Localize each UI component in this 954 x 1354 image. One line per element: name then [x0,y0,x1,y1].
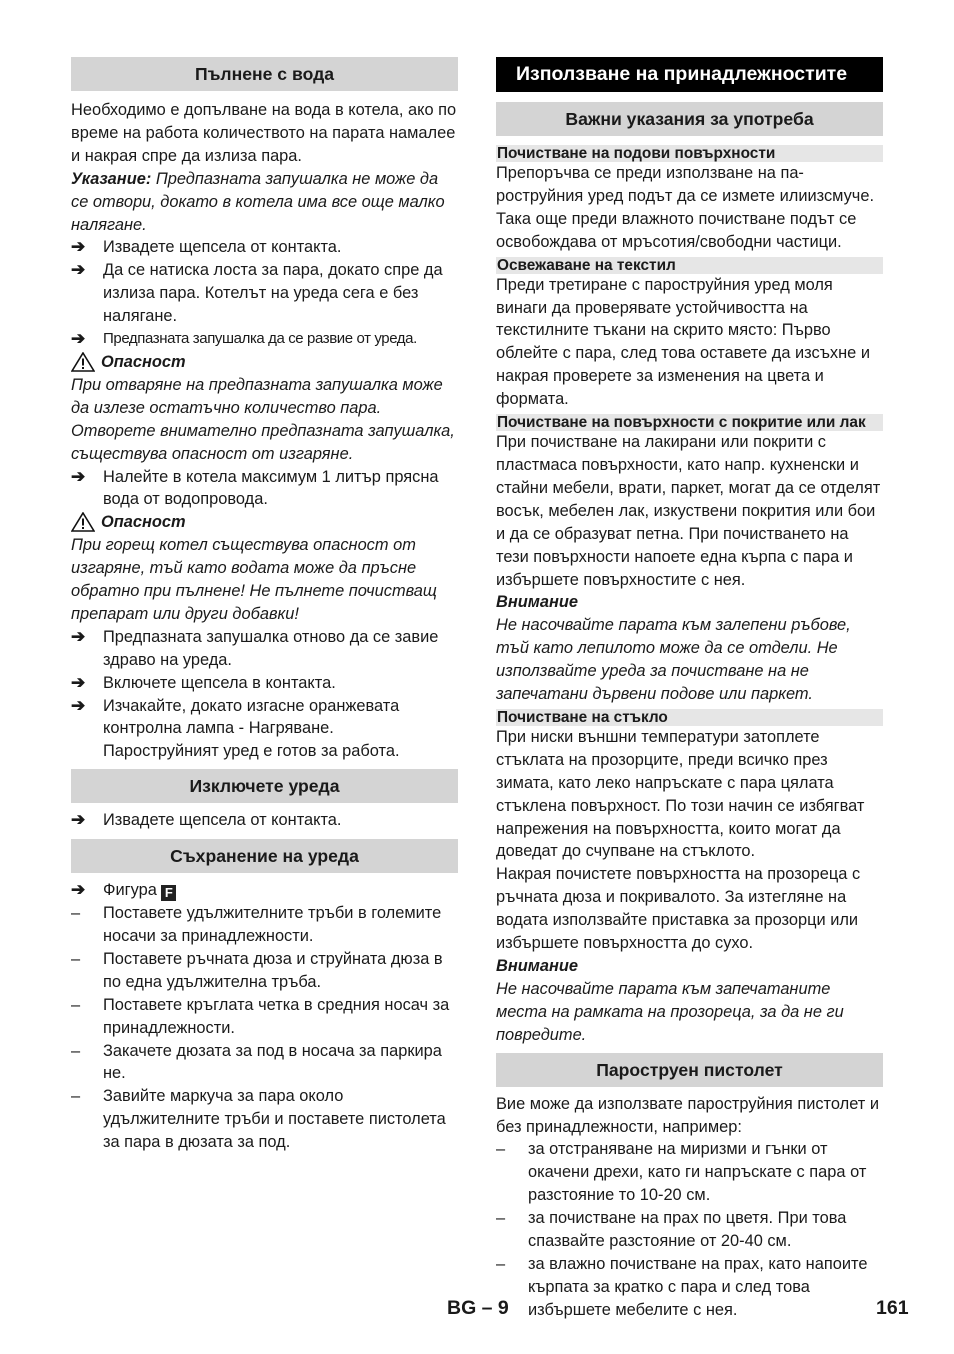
list-item [71,994,458,1040]
danger-heading [71,511,458,534]
dash-bullet: – [496,1254,506,1273]
main-chapter-title: Използване на принадлежностите [496,57,883,92]
section-title-filling: Пълнене с вода [71,57,458,91]
dash-bullet: – [71,995,81,1014]
list-item [496,1207,883,1253]
subheading-coated: Почистване на повърхности с покритие или лак [496,414,883,431]
list-item [71,902,458,948]
dash-bullet: – [71,1041,81,1060]
attention-text: Не насочвайте парата към залепени ръбове, тъй като лепилото може да се отдели. Не използвайте уреда за почистване на не запечатани дървени подове или паркет. [496,616,851,704]
paragraph: При ниски външни температури затоплете стъклата на прозорците, преди всичко през зимата, като леко напръскате с пара цялата стъклена повърхност. По този начин се избягват напрежения на повърхността, които могат да доведат до счупване на стъклото. [496,727,865,861]
danger-heading [71,351,458,374]
subheading-glass: Почистване на стъкло [496,709,883,726]
warning-triangle-icon [71,512,95,532]
list-item-text: за влажно почистване на прах, като напоите кърпата за кратко с пара и след това избършете мебелите с нея. [528,1254,868,1319]
arrow-right-icon: ➔ [71,626,86,646]
section-title-switch-off: Изключете уреда [71,769,458,803]
step [71,626,458,672]
note-label: Указание: [71,169,152,188]
step-text: Да се натиска лоста за пара, докато спре да излиза пара. Котелът на уреда сега е без налягане. [103,261,443,326]
paragraph: Вие може да използвате пароструйния пистолет и без принадлежности, например: [496,1094,879,1136]
attention-label: Внимание [496,957,579,975]
list-item-text: Поставете кръглата четка в средния носач за принадлежности. [103,995,450,1037]
paragraph: Преди третиране с пароструйния уред моля винаги да проверявате устойчивостта на текстилните тъкани на скрито място: Първо облейте с пара, след това оставете да изсъхне и накрая проверете за изменения на цвета и формата. [496,275,871,409]
subheading-textile: Освежаване на текстил [496,257,883,274]
arrow-right-icon: ➔ [71,329,85,349]
list-item [496,1138,883,1207]
right-column [496,57,883,1322]
list-item-text: за отстраняване на миризми и гънки от окачени дрехи, като ги напръскате с пара от разстояние то 10-20 см. [528,1140,867,1205]
danger-label: Опасност [101,352,186,371]
step [71,879,458,902]
dash-bullet: – [71,1087,81,1106]
arrow-right-icon: ➔ [71,810,86,830]
attention-label: Внимание [496,593,579,612]
step-text: Предпазната запушалка да се развие от уреда. [103,330,417,348]
step [71,809,458,832]
arrow-right-icon: ➔ [71,695,86,715]
step [71,259,458,328]
note [71,168,458,237]
page-number: 161 [876,1297,909,1319]
paragraph: При почистване на лакирани или покрити с пластмаса повърхности, като напр. кухненски и стайни мебели, врати, паркет, могат да се отделят восък, мебелен лак, изкуствени покрития или бои и да се образуват петна. При почистването на тези повърхности напоете една кърпа с пара и избършете повърхностите с нея. [496,433,881,589]
step [71,466,458,512]
list-item [496,1253,883,1322]
step [71,672,458,695]
step [71,328,458,351]
list-item [71,948,458,994]
figure-ref: Фигура [103,881,157,900]
figure-letter-badge: F [161,885,176,901]
section-title-steam-gun: Пароструен пистолет [496,1053,883,1087]
arrow-right-icon: ➔ [71,260,86,280]
arrow-right-icon: ➔ [71,880,86,900]
section-title-important-notes: Важни указания за употреба [496,102,883,136]
dash-bullet: – [71,904,81,923]
dash-bullet: – [71,949,81,968]
step-result: Пароструйният уред е готов за работа. [103,742,400,761]
step [71,695,458,741]
danger-text: При горещ котел съществува опасност от изгаряне, тъй като водата може да пръсне обратно при пълнене! Не пълнете почистващ препарат или други добавки! [71,536,437,623]
step [71,236,458,259]
paragraph: Необходимо е допълване на вода в котела, ако по време на работа количеството на парата намалее и накрая спре да излиза пара. [71,101,457,165]
steam-gun-list [496,1138,883,1321]
storage-list [71,902,458,1154]
step-text: Налейте в котела максимум 1 литър прясна вода от водопровода. [103,467,439,509]
step-text: Изчакайте, докато изгасне оранжевата контролна лампа - Нагряване. [103,696,400,738]
list-item [71,1085,458,1154]
step-text: Извадете щепсела от контакта. [103,238,342,257]
list-item-text: Закачете дюзата за под в носача за паркира не. [103,1041,442,1083]
attention-text: Не насочвайте парата към запечатаните места на рамката на прозореца, за да не ги повредите. [496,979,844,1044]
arrow-right-icon: ➔ [71,237,86,257]
note-text: Предпазната запушалка не може да се отвори, докато в котела има все още малко налягане. [71,169,445,234]
list-item-text: Поставете удължителните тръби в големите носачи за принадлежности. [103,904,442,945]
dash-bullet: – [496,1209,506,1228]
list-item-text: Поставете ръчната дюза и струйната дюза в по една удължителна тръба. [103,949,443,991]
list-item-text: Завийте маркуча за пара около удължителните тръби и поставете пистолета за пара в дюзата за под. [103,1087,446,1152]
warning-triangle-icon [71,352,95,372]
danger-text: При отваряне на предпазната запушалка може да излезе остатъчно количество пара. Отворете внимателно предпазната запушалка, съществува опасност от изгаряне. [71,375,455,463]
step-text: Извадете щепсела от контакта. [103,811,342,830]
arrow-right-icon: ➔ [71,466,86,486]
paragraph: Накрая почистете повърхността на прозореца с ръчната дюза и покривалото. За изтегляне на водата използвайте приставка за прозорци или избършете повърхността до сухо. [496,865,861,953]
step-text: Включете щепсела в контакта. [103,673,336,692]
list-item-text: за почистване на прах по цветя. При това спазвайте разстояние от 20-40 см. [528,1209,847,1251]
section-title-storage: Съхранение на уреда [71,839,458,873]
subheading-floor: Почистване на подови повърхности [496,145,883,162]
arrow-right-icon: ➔ [71,672,86,692]
list-item [71,1040,458,1086]
left-column [71,57,458,1154]
dash-bullet: – [496,1140,506,1159]
paragraph: Препоръчва се преди използване на па-роструйния уред подът да се измете илиизсмуче. Така още преди влажното почистване подът се освобождава от мръсотия/свободни частици. [496,164,875,251]
step-text: Предпазната запушалка отново да се завие здраво на уреда. [103,627,439,669]
footer-section-label: BG – 9 [447,1297,509,1319]
danger-label: Опасност [101,513,186,532]
